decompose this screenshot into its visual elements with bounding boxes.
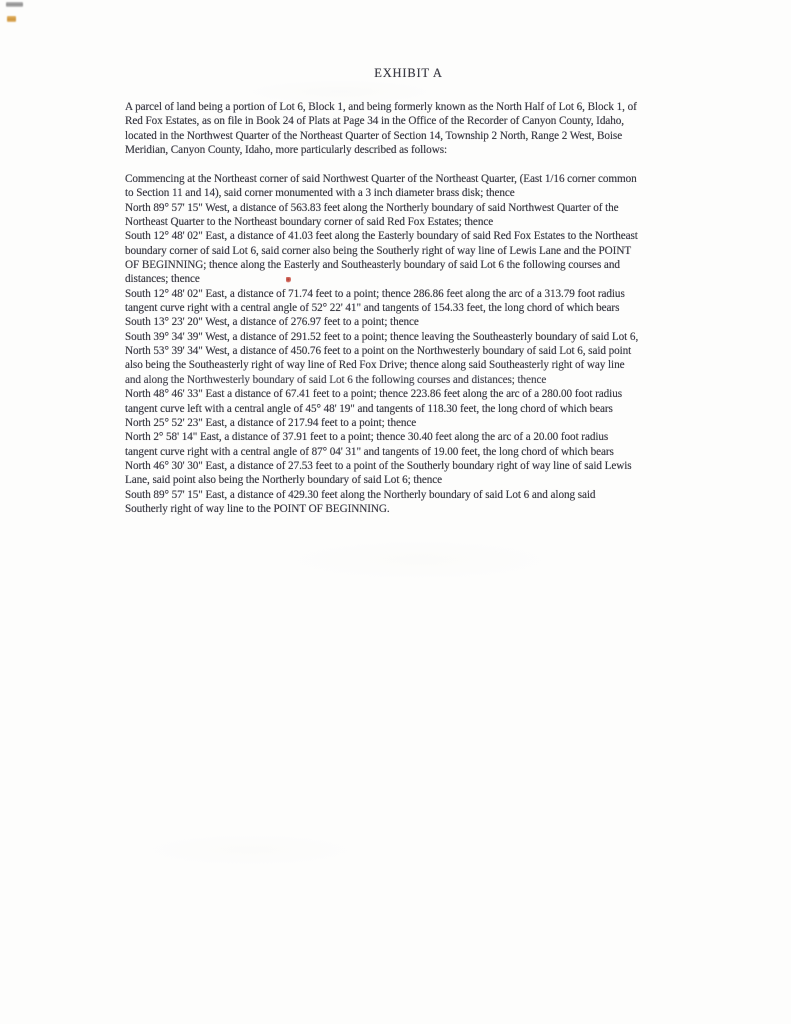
text-line: boundary corner of said Lot 6, said corner also being the Southerly right of way line of Lewis Lane and the POINT [125,244,632,257]
text-line: North 25° 52' 23" East, a distance of 217.94 feet to a point; thence [125,416,417,429]
text-line: located in the Northwest Quarter of the Northeast Quarter of Section 14, Township 2 North, Range 2 West, Boise [125,129,623,142]
scan-artifact-gray-smudge [6,2,23,7]
text-line: Meridian, Canyon County, Idaho, more particularly described as follows: [125,144,447,157]
text-line: OF BEGINNING; thence along the Easterly and Southeasterly boundary of said Lot 6 the following courses and [125,259,620,272]
text-line: South 89° 57' 15" East, a distance of 429.30 feet along the Northerly boundary of said Lot 6 and along said [125,488,596,501]
text-line: A parcel of land being a portion of Lot 6, Block 1, and being formerly known as the North Half of Lot 6, Block 1, of [125,101,637,113]
text-line: North 48° 46' 33" East a distance of 67.41 feet to a point; thence 223.86 feet along the arc of a 280.00 foot radius [125,388,622,401]
text-line: Northeast Quarter to the Northeast boundary corner of said Red Fox Estates; thence [125,216,494,229]
text-line: South 39° 34' 39" West, a distance of 291.52 feet to a point; thence leaving the Southeasterly boundary of said Lot 6, [125,330,639,343]
intro-paragraph [125,100,725,157]
text-line: Commencing at the Northeast corner of said Northwest Quarter of the Northeast Quarter, (East 1/16 corner common [125,173,637,185]
text-line: North 53° 39' 34" West, a distance of 450.76 feet to a point on the Northwesterly boundary of said Lot 6, said point [125,345,632,358]
text-line: also being the Southeasterly right of way line of Red Fox Drive; thence along said Southeasterly right of way line [125,359,625,372]
scan-artifact-orange-smudge [7,16,16,22]
text-line: distances; thence [125,273,200,286]
text-line: tangent curve left with a central angle of 45° 48' 19" and tangents of 118.30 feet, the long chord of which bears [125,402,613,415]
text-line: to Section 11 and 14), said corner monumented with a 3 inch diameter brass disk; thence [125,187,515,200]
text-line: and along the Northwesterly boundary of said Lot 6 the following courses and distances; thence [125,373,547,386]
text-line: South 12° 48' 02" East, a distance of 41.03 feet along the Easterly boundary of said Red Fox Estates to the Northeast [125,230,638,243]
text-line: South 12° 48' 02" East, a distance of 71.74 feet to a point; thence 286.86 feet along the arc of a 313.79 foot radius [125,287,625,300]
legal-description-paragraph [125,172,725,516]
exhibit-title: EXHIBIT A [374,66,443,80]
text-line: North 2° 58' 14" East, a distance of 37.91 feet to a point; thence 30.40 feet along the arc of a 20.00 foot radius [125,431,609,444]
text-line: Red Fox Estates, as on file in Book 24 of Plats at Page 34 in the Office of the Recorder of Canyon County, Idaho, [125,115,624,128]
text-line: tangent curve right with a central angle of 87° 04' 31" and tangents of 19.00 feet, the long chord of which bears [125,445,614,458]
text-line: Lane, said point also being the Northerly boundary of said Lot 6; thence [125,474,443,487]
text-line: North 46° 30' 30" East, a distance of 27.53 feet to a point of the Southerly boundary right of way line of said Lewis [125,459,632,472]
text-line: North 89° 57' 15" West, a distance of 563.83 feet along the Northerly boundary of said Northwest Quarter of the [125,201,619,214]
text-line: tangent curve right with a central angle of 52° 22' 41" and tangents of 154.33 feet, the long chord of which bears [125,302,620,315]
text-line: South 13° 23' 20" West, a distance of 276.97 feet to a point; thence [125,316,419,329]
text-line: Southerly right of way line to the POINT OF BEGINNING. [125,502,390,515]
